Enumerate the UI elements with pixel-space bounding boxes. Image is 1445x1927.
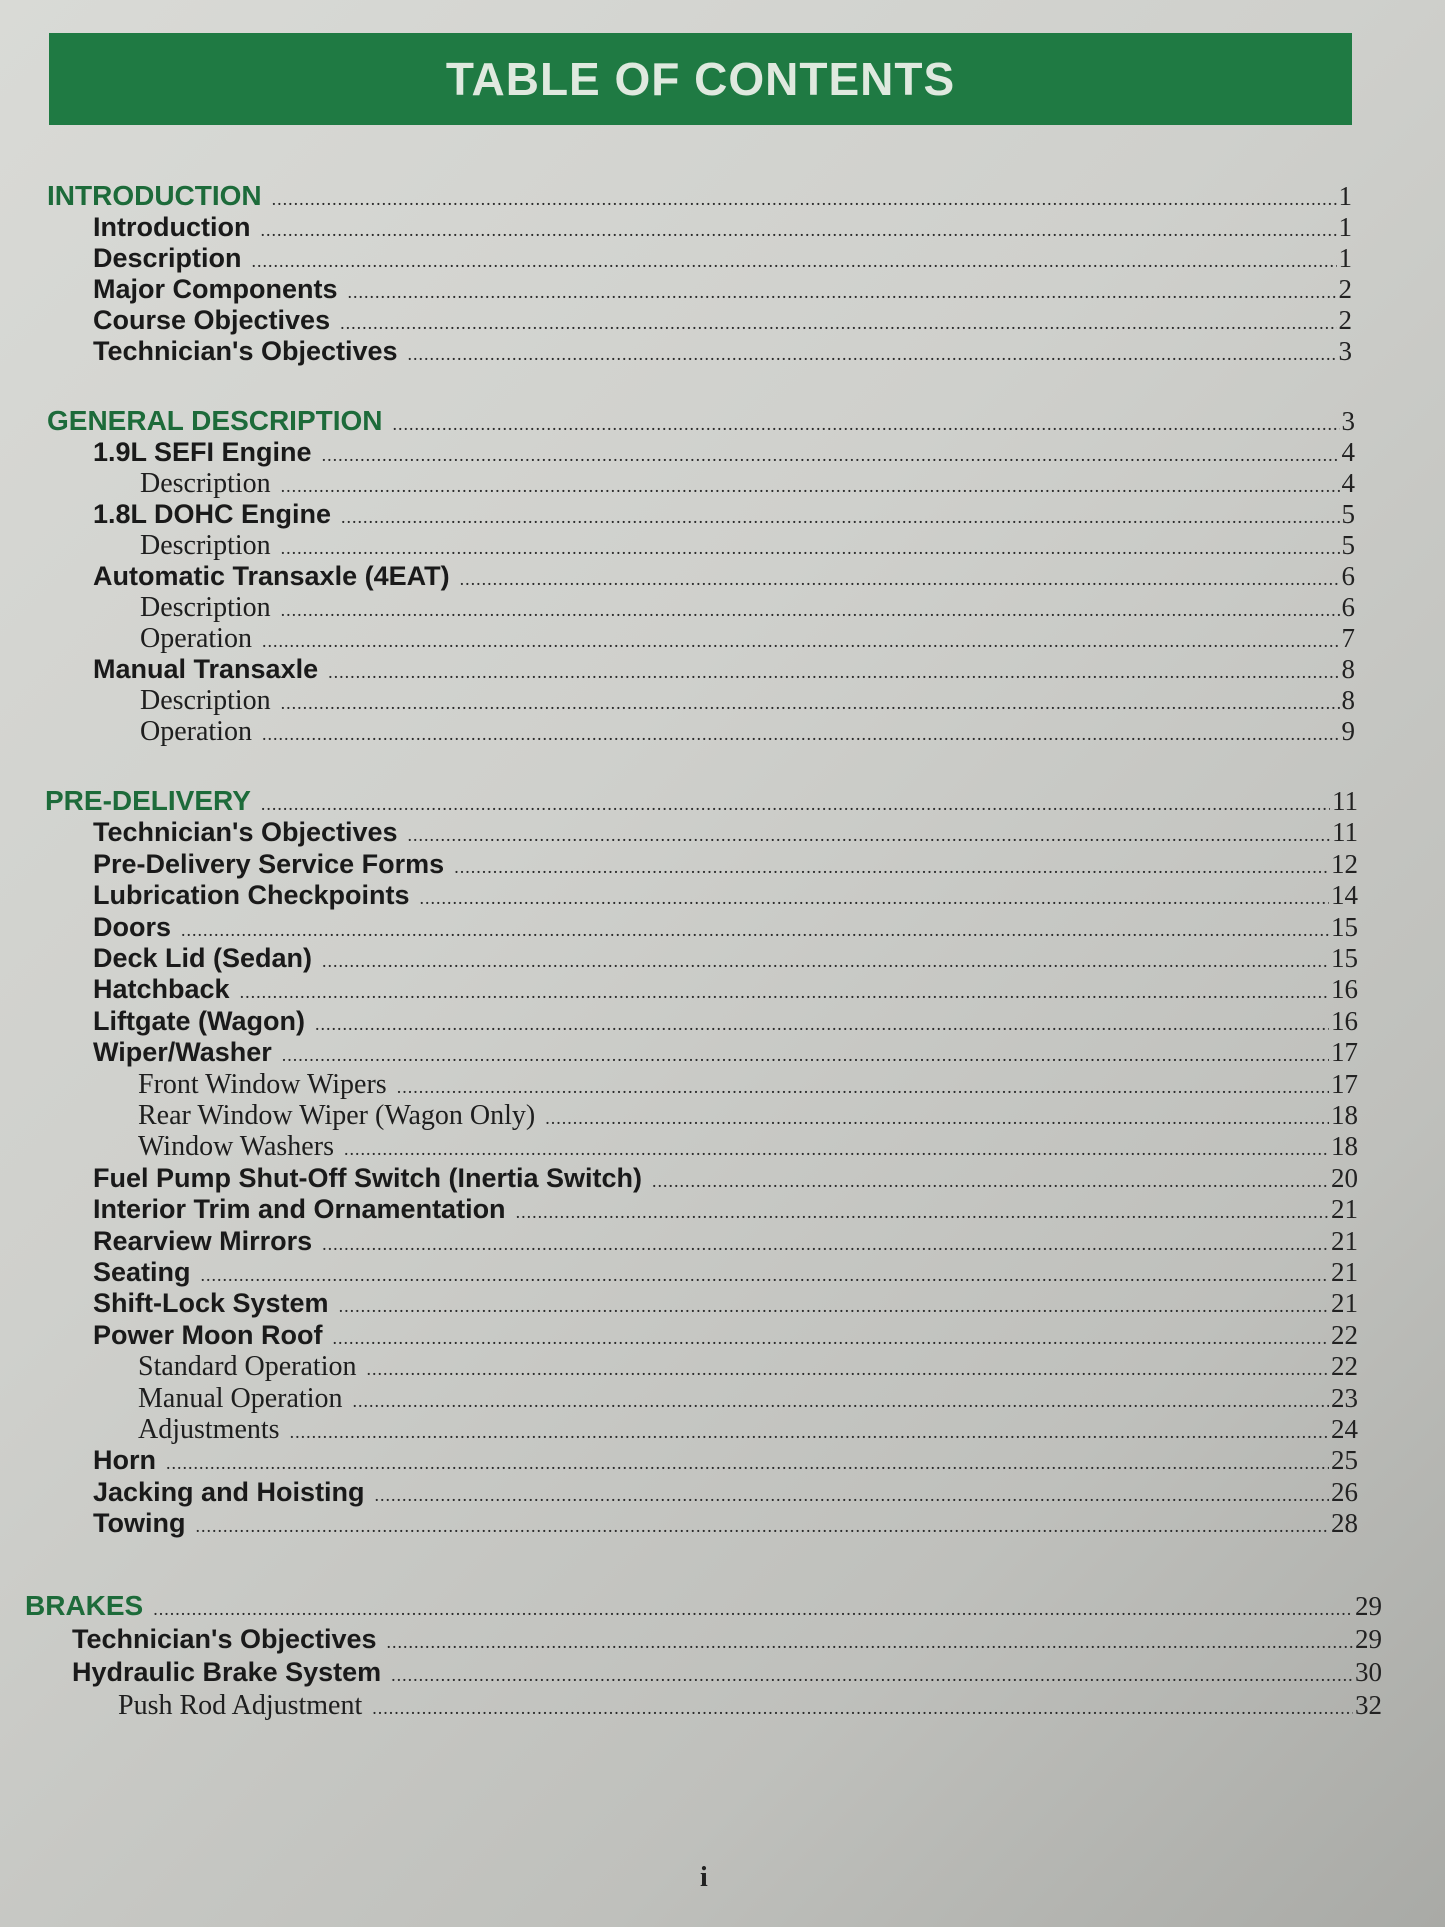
entry-title: Push Rod Adjustment <box>118 1690 363 1721</box>
entry-title: Description <box>140 530 271 561</box>
page-title: TABLE OF CONTENTS <box>445 53 956 105</box>
entry-title: Major Components <box>93 274 338 304</box>
page-ref: 21 <box>1331 1288 1358 1319</box>
dot-leader <box>166 1447 1329 1479</box>
toc-item-row <box>93 911 1358 943</box>
page-ref: 8 <box>1341 685 1355 715</box>
dot-leader <box>315 1008 1329 1040</box>
toc-item-row <box>93 1287 1358 1319</box>
entry-title: Operation <box>140 716 252 747</box>
page-ref: 22 <box>1331 1351 1358 1382</box>
dot-leader <box>397 1071 1329 1103</box>
entry-title: Technician's Objectives <box>72 1624 377 1654</box>
dot-leader <box>545 1102 1329 1134</box>
toc-item-row <box>93 848 1358 880</box>
entry-title: Description <box>140 468 271 499</box>
toc-item-row <box>93 1256 1358 1288</box>
page-ref: 2 <box>1338 274 1352 304</box>
page-ref: 5 <box>1341 530 1355 560</box>
page-ref: 16 <box>1331 1005 1358 1036</box>
toc-item-row <box>93 973 1358 1005</box>
toc-subitem-row <box>118 1689 1382 1721</box>
entry-title: Description <box>140 592 271 623</box>
page-ref: 24 <box>1331 1414 1358 1444</box>
entry-title: Course Objectives <box>93 305 331 335</box>
toc-subitem-row <box>138 1413 1358 1445</box>
toc-subitem-row <box>138 1350 1358 1382</box>
page-ref: 4 <box>1341 437 1355 467</box>
entry-title: Manual Transaxle <box>93 654 319 684</box>
dot-leader <box>420 882 1329 914</box>
page-ref: 3 <box>1341 406 1355 436</box>
toc-item-row <box>93 560 1355 592</box>
toc-item-row <box>93 498 1355 530</box>
toc-item-row <box>93 1005 1358 1037</box>
section-title: GENERAL DESCRIPTION <box>47 405 383 436</box>
toc-item-row <box>93 1225 1358 1257</box>
entry-title: Hatchback <box>93 974 230 1005</box>
toc-item-row <box>93 1193 1358 1225</box>
page-ref: 25 <box>1331 1445 1358 1476</box>
entry-title: Front Window Wipers <box>138 1068 387 1100</box>
toc-section-row <box>45 785 1358 817</box>
toc-section-row <box>47 180 1352 212</box>
page-ref: 7 <box>1341 623 1355 653</box>
dot-leader <box>153 1593 1353 1625</box>
dot-leader <box>322 945 1329 977</box>
toc-item-row <box>93 1319 1358 1351</box>
page-ref: 20 <box>1331 1162 1358 1193</box>
page-ref: 9 <box>1341 716 1355 746</box>
entry-title: 1.9L SEFI Engine <box>93 437 312 467</box>
entry-title: Hydraulic Brake System <box>72 1657 382 1687</box>
page-number: i <box>700 1862 708 1893</box>
dot-leader <box>322 1228 1329 1260</box>
toc-item-row <box>93 1507 1358 1539</box>
entry-title: Pre-Delivery Service Forms <box>93 848 445 879</box>
toc-item-row <box>93 1444 1358 1476</box>
entry-title: Adjustments <box>138 1414 280 1445</box>
page-ref: 21 <box>1331 1257 1358 1287</box>
dot-leader <box>367 1353 1330 1385</box>
section-title: PRE-DELIVERY <box>45 785 251 816</box>
entry-title: Description <box>93 243 242 273</box>
toc-item-row <box>93 1476 1358 1508</box>
entry-title: Standard Operation <box>138 1351 357 1383</box>
page-ref: 12 <box>1331 848 1358 879</box>
toc-subitem-row <box>140 622 1355 654</box>
entry-title: Introduction <box>93 212 251 242</box>
page-ref: 15 <box>1331 943 1358 973</box>
page-ref: 29 <box>1355 1591 1382 1621</box>
page-ref: 17 <box>1331 1037 1358 1068</box>
toc-item-row <box>93 816 1358 848</box>
toc-item-row <box>93 653 1355 685</box>
entry-title: Technician's Objectives <box>93 817 398 848</box>
toc-subitem-row <box>140 591 1355 623</box>
page-ref: 5 <box>1341 499 1355 529</box>
dot-leader <box>516 1196 1329 1228</box>
toc-item-row <box>93 436 1355 468</box>
entry-title: Fuel Pump Shut-Off Switch (Inertia Switch) <box>93 1162 643 1193</box>
dot-leader <box>282 1039 1329 1071</box>
toc-item-row <box>93 211 1352 243</box>
toc-subitem-row <box>140 684 1355 716</box>
entry-title: Horn <box>93 1445 156 1476</box>
dot-leader <box>408 338 1337 370</box>
toc-subitem-row <box>140 467 1355 499</box>
page-ref: 21 <box>1331 1225 1358 1256</box>
toc-item-row <box>93 1162 1358 1194</box>
entry-title: Doors <box>93 911 172 942</box>
page-ref: 11 <box>1332 786 1358 816</box>
entry-title: Automatic Transaxle (4EAT) <box>93 561 450 591</box>
page-ref: 17 <box>1331 1068 1358 1099</box>
dot-leader <box>181 914 1329 946</box>
dot-leader <box>195 1510 1329 1542</box>
page-ref: 6 <box>1341 592 1355 622</box>
entry-title: Operation <box>140 623 252 654</box>
dot-leader <box>353 1385 1330 1417</box>
page-ref: 2 <box>1338 305 1352 335</box>
page-ref: 4 <box>1341 468 1355 498</box>
dot-leader <box>375 1479 1329 1511</box>
page-ref: 32 <box>1355 1690 1382 1720</box>
entry-title: Shift-Lock System <box>93 1288 329 1319</box>
entry-title: Power Moon Roof <box>93 1319 323 1350</box>
dot-leader <box>332 1322 1329 1354</box>
toc-item-row <box>72 1623 1382 1655</box>
toc-subitem-row <box>138 1130 1358 1162</box>
dot-leader <box>261 788 1330 820</box>
toc-subitem-row <box>138 1068 1358 1100</box>
page-ref: 22 <box>1331 1319 1358 1350</box>
toc-item-row <box>93 942 1358 974</box>
page-ref: 26 <box>1331 1476 1358 1507</box>
dot-leader <box>454 851 1329 883</box>
page-ref: 30 <box>1355 1657 1382 1687</box>
page-ref: 29 <box>1355 1624 1382 1654</box>
page-ref: 18 <box>1331 1131 1358 1162</box>
dot-leader <box>391 1659 1353 1691</box>
entry-title: Technician's Objectives <box>93 336 398 366</box>
entry-title: Description <box>140 685 271 716</box>
toc-subitem-row <box>138 1099 1358 1131</box>
page-ref: 1 <box>1338 212 1352 242</box>
dot-leader <box>262 718 1340 750</box>
dot-leader <box>344 1133 1329 1165</box>
toc-item-row <box>93 879 1358 911</box>
entry-title: Wiper/Washer <box>93 1037 272 1068</box>
section-title: BRAKES <box>25 1590 144 1621</box>
dot-leader <box>240 976 1329 1008</box>
entry-title: Seating <box>93 1257 191 1287</box>
page-ref: 3 <box>1338 336 1352 366</box>
page-ref: 16 <box>1331 974 1358 1005</box>
toc-section-row <box>25 1590 1382 1622</box>
entry-title: Liftgate (Wagon) <box>93 1005 305 1036</box>
page-ref: 18 <box>1331 1100 1358 1130</box>
toc-item-row <box>93 273 1352 305</box>
page-ref: 1 <box>1338 243 1352 273</box>
page-ref: 6 <box>1341 561 1355 591</box>
toc-subitem-row <box>140 715 1355 747</box>
page-ref: 14 <box>1331 880 1358 911</box>
entry-title: Rear Window Wiper (Wagon Only) <box>138 1100 536 1131</box>
entry-title: Rearview Mirrors <box>93 1225 313 1256</box>
toc-item-row <box>93 335 1352 367</box>
page-ref: 8 <box>1341 654 1355 684</box>
dot-leader <box>387 1626 1353 1658</box>
page-ref: 23 <box>1331 1382 1358 1413</box>
dot-leader <box>652 1165 1329 1197</box>
page-ref: 28 <box>1331 1508 1358 1539</box>
page-ref: 11 <box>1332 817 1358 848</box>
entry-title: Manual Operation <box>138 1382 343 1414</box>
dot-leader <box>290 1416 1329 1448</box>
entry-title: Window Washers <box>138 1131 334 1163</box>
page-ref: 1 <box>1338 181 1352 211</box>
page-ref: 15 <box>1331 911 1358 942</box>
toc-subitem-row <box>138 1382 1358 1414</box>
dot-leader <box>201 1259 1329 1291</box>
entry-title: Towing <box>93 1508 186 1539</box>
page-ref: 21 <box>1331 1194 1358 1225</box>
toc-item-row <box>93 304 1352 336</box>
toc-item-row <box>93 1036 1358 1068</box>
entry-title: Interior Trim and Ornamentation <box>93 1194 506 1225</box>
entry-title: Lubrication Checkpoints <box>93 880 410 911</box>
toc-section-row <box>47 405 1355 437</box>
toc-item-row <box>72 1656 1382 1688</box>
entry-title: 1.8L DOHC Engine <box>93 499 332 529</box>
entry-title: Jacking and Hoisting <box>93 1476 365 1507</box>
dot-leader <box>339 1290 1329 1322</box>
toc-subitem-row <box>140 529 1355 561</box>
section-title: INTRODUCTION <box>47 180 262 211</box>
toc-item-row <box>93 242 1352 274</box>
dot-leader <box>372 1692 1353 1724</box>
entry-title: Deck Lid (Sedan) <box>93 943 313 973</box>
dot-leader <box>408 819 1330 851</box>
